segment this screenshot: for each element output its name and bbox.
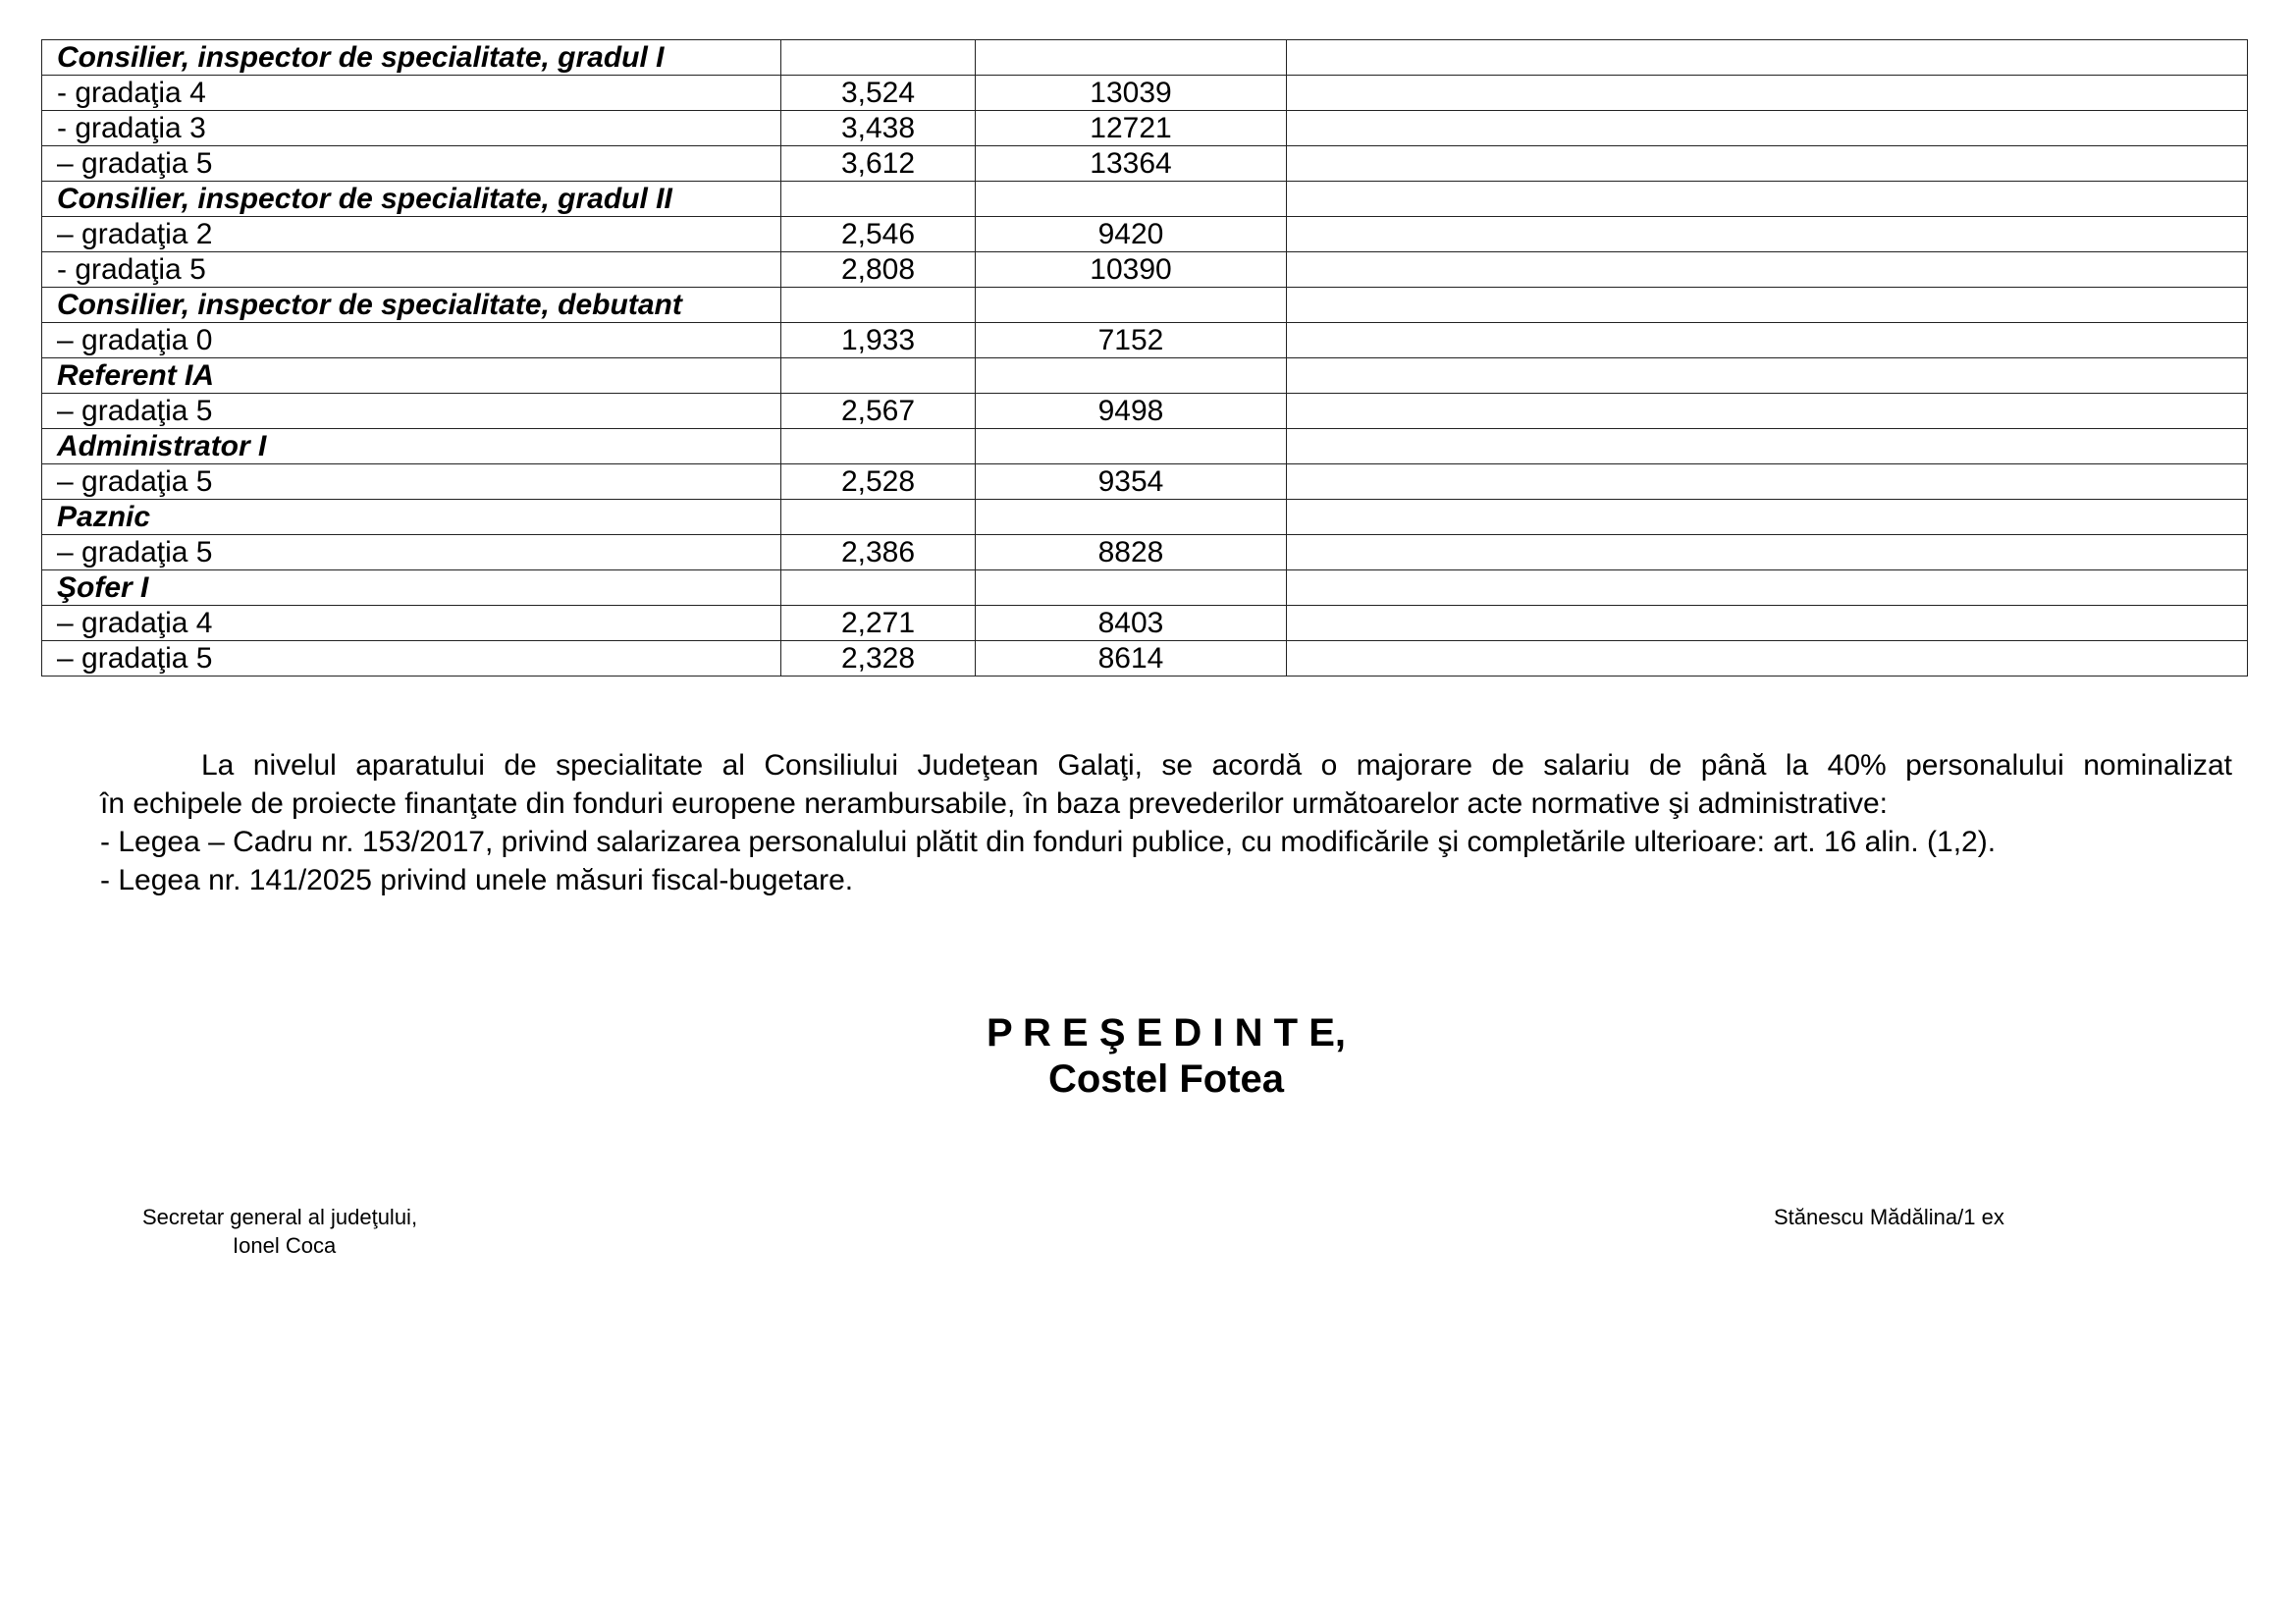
- cell-label: Consilier, inspector de specialitate, gradul I: [42, 40, 781, 76]
- cell-note: [1287, 252, 2248, 288]
- cell-salary: 13039: [976, 76, 1287, 111]
- cell-salary: [976, 429, 1287, 464]
- cell-coef: 1,933: [781, 323, 976, 358]
- table-row-category: [42, 570, 2248, 606]
- table-row-category: [42, 500, 2248, 535]
- cell-salary: [976, 570, 1287, 606]
- cell-salary: 8614: [976, 641, 1287, 677]
- cell-coef: 2,528: [781, 464, 976, 500]
- cell-coef: 2,271: [781, 606, 976, 641]
- cell-coef: [781, 288, 976, 323]
- cell-coef: 2,386: [781, 535, 976, 570]
- cell-label: Consilier, inspector de specialitate, debutant: [42, 288, 781, 323]
- table-row-category: [42, 182, 2248, 217]
- table-row: [42, 111, 2248, 146]
- table-row: [42, 76, 2248, 111]
- cell-salary: 8403: [976, 606, 1287, 641]
- cell-label: Administrator I: [42, 429, 781, 464]
- legal-basis-text: [100, 746, 2232, 899]
- paragraph-continuation: în echipele de proiecte finanţate din fonduri europene nerambursabile, în baza prevederilor următoarelor acte normative şi administrative:: [100, 787, 1889, 820]
- cell-note: [1287, 76, 2248, 111]
- table-row: [42, 217, 2248, 252]
- cell-label: Referent IA: [42, 358, 781, 394]
- cell-coef: [781, 182, 976, 217]
- cell-label: – gradaţia 5: [42, 641, 781, 677]
- cell-coef: 3,438: [781, 111, 976, 146]
- cell-label: – gradaţia 0: [42, 323, 781, 358]
- cell-salary: [976, 182, 1287, 217]
- cell-note: [1287, 641, 2248, 677]
- cell-label: - gradaţia 4: [42, 76, 781, 111]
- cell-salary: 13364: [976, 146, 1287, 182]
- cell-label: Paznic: [42, 500, 781, 535]
- table-row: [42, 252, 2248, 288]
- cell-coef: 2,567: [781, 394, 976, 429]
- cell-note: [1287, 182, 2248, 217]
- cell-salary: 7152: [976, 323, 1287, 358]
- cell-coef: [781, 358, 976, 394]
- cell-note: [1287, 606, 2248, 641]
- paragraph-intro: La nivelul aparatului de specialitate al Consiliului Judeţean Galaţi, se acordă o majorare de salariu de până la 40% personalului nominalizat: [201, 749, 2232, 782]
- cell-label: - gradaţia 5: [42, 252, 781, 288]
- cell-coef: 2,546: [781, 217, 976, 252]
- cell-note: [1287, 429, 2248, 464]
- table-row: [42, 323, 2248, 358]
- cell-coef: 2,808: [781, 252, 976, 288]
- cell-coef: [781, 570, 976, 606]
- table-row: [42, 606, 2248, 641]
- cell-note: [1287, 288, 2248, 323]
- cell-label: – gradaţia 5: [42, 146, 781, 182]
- cell-note: [1287, 570, 2248, 606]
- president-name: Costel Fotea: [1047, 1057, 1285, 1101]
- secretary-title: Secretar general al judeţului,: [142, 1205, 418, 1229]
- cell-note: [1287, 464, 2248, 500]
- document-author: Stănescu Mădălina/1 ex: [1774, 1205, 2004, 1229]
- cell-label: - gradaţia 3: [42, 111, 781, 146]
- law-reference-2: - Legea nr. 141/2025 privind unele măsuri fiscal-bugetare.: [100, 864, 854, 896]
- cell-note: [1287, 40, 2248, 76]
- cell-coef: [781, 429, 976, 464]
- cell-salary: 9354: [976, 464, 1287, 500]
- table-row: [42, 641, 2248, 677]
- cell-label: Consilier, inspector de specialitate, gradul II: [42, 182, 781, 217]
- cell-label: – gradaţia 2: [42, 217, 781, 252]
- cell-salary: [976, 288, 1287, 323]
- cell-coef: 3,612: [781, 146, 976, 182]
- table-row: [42, 394, 2248, 429]
- cell-note: [1287, 323, 2248, 358]
- cell-salary: [976, 358, 1287, 394]
- cell-note: [1287, 217, 2248, 252]
- cell-coef: [781, 40, 976, 76]
- table-row: [42, 146, 2248, 182]
- cell-note: [1287, 535, 2248, 570]
- cell-coef: 3,524: [781, 76, 976, 111]
- cell-label: – gradaţia 5: [42, 535, 781, 570]
- cell-note: [1287, 146, 2248, 182]
- salary-table: [41, 39, 2248, 677]
- cell-salary: 10390: [976, 252, 1287, 288]
- cell-label: Şofer I: [42, 570, 781, 606]
- table-row: [42, 464, 2248, 500]
- cell-coef: 2,328: [781, 641, 976, 677]
- table-row-category: [42, 288, 2248, 323]
- cell-salary: 9498: [976, 394, 1287, 429]
- table-row: [42, 535, 2248, 570]
- law-reference-1: - Legea – Cadru nr. 153/2017, privind salarizarea personalului plătit din fonduri publice, cu modificările şi completările ulterioare: art. 16 alin. (1,2).: [100, 826, 1997, 858]
- cell-coef: [781, 500, 976, 535]
- cell-label: – gradaţia 4: [42, 606, 781, 641]
- cell-salary: [976, 500, 1287, 535]
- cell-salary: 8828: [976, 535, 1287, 570]
- cell-salary: 12721: [976, 111, 1287, 146]
- secretary-name: Ionel Coca: [233, 1233, 337, 1258]
- cell-note: [1287, 500, 2248, 535]
- cell-salary: 9420: [976, 217, 1287, 252]
- cell-note: [1287, 358, 2248, 394]
- cell-note: [1287, 111, 2248, 146]
- table-row-category: [42, 40, 2248, 76]
- table-row-category: [42, 429, 2248, 464]
- cell-label: – gradaţia 5: [42, 394, 781, 429]
- cell-note: [1287, 394, 2248, 429]
- cell-label: – gradaţia 5: [42, 464, 781, 500]
- table-row-category: [42, 358, 2248, 394]
- cell-salary: [976, 40, 1287, 76]
- president-title: P R E Ş E D I N T E,: [986, 1011, 1346, 1055]
